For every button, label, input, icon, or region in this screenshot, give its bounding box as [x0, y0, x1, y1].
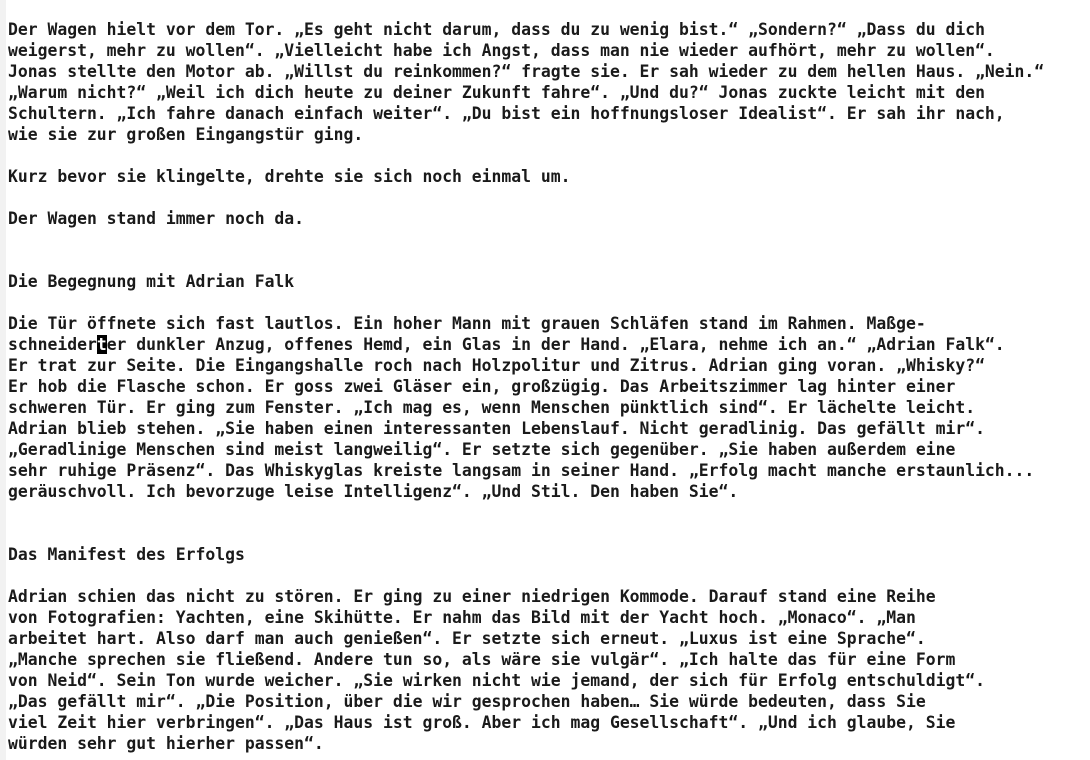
blank-line[interactable]: [8, 187, 1084, 208]
blank-line[interactable]: [8, 229, 1084, 250]
text-line[interactable]: Adrian schien das nicht zu stören. Er ging zu einer niedrigen Kommode. Darauf stand eine Reihe: [8, 587, 936, 606]
editor-text-area[interactable]: [8, 19, 1084, 754]
text-line[interactable]: schweren Tür. Er ging zum Fenster. „Ich mag es, wenn Menschen pünktlich sind“. Er lächelte leicht.: [8, 398, 976, 417]
text-line[interactable]: Der Wagen stand immer noch da.: [8, 209, 305, 228]
text-line[interactable]: „Warum nicht?“ „Weil ich dich heute zu deiner Zukunft fahre“. „Und du?“ Jonas zuckte leicht mit den: [8, 83, 985, 102]
text-line[interactable]: arbeitet hart. Also darf man auch genießen“. Er setzte sich erneut. „Luxus ist eine Sprache“.: [8, 629, 926, 648]
text-line[interactable]: geräuschvoll. Ich bevorzuge leise Intelligenz“. „Und Stil. Den haben Sie“.: [8, 482, 739, 501]
text-line[interactable]: wie sie zur großen Eingangstür ging.: [8, 125, 364, 144]
text-line[interactable]: von Fotografien: Yachten, eine Skihütte. Er nahm das Bild mit der Yacht hoch. „Monaco“. „Man: [8, 608, 916, 627]
text-cursor: t: [96, 335, 107, 354]
blank-line[interactable]: [8, 565, 1084, 586]
text-line[interactable]: weigerst, mehr zu wollen“. „Vielleicht habe ich Angst, dass man nie wieder aufhört, mehr zu wollen“.: [8, 41, 995, 60]
text-after-cursor: er dunkler Anzug, offenes Hemd, ein Glas in der Hand. „Elara, nehme ich an.“ „Adrian Falk“.: [106, 335, 1005, 354]
blank-line[interactable]: [8, 292, 1084, 313]
text-line[interactable]: Er hob die Flasche schon. Er goss zwei Gläser ein, großzügig. Das Arbeitszimmer lag hinter einer: [8, 377, 956, 396]
text-line[interactable]: Jonas stellte den Motor ab. „Willst du reinkommen?“ fragte sie. Er sah wieder zu dem hellen Haus. „Nein.“: [8, 62, 1045, 81]
text-line[interactable]: Er trat zur Seite. Die Eingangshalle roch nach Holzpolitur und Zitrus. Adrian ging voran. „Whisky?“: [8, 356, 985, 375]
text-line[interactable]: Das Manifest des Erfolgs: [8, 545, 245, 564]
blank-line[interactable]: [8, 250, 1084, 271]
text-line[interactable]: „Geradlinige Menschen sind meist langweilig“. Er setzte sich gegenüber. „Sie haben außerdem eine: [8, 440, 956, 459]
text-line[interactable]: Adrian blieb stehen. „Sie haben einen interessanten Lebenslauf. Nicht geradlinig. Das gefällt mir“.: [8, 419, 985, 438]
blank-line[interactable]: [8, 523, 1084, 544]
text-line[interactable]: Kurz bevor sie klingelte, drehte sie sich noch einmal um.: [8, 167, 571, 186]
text-line[interactable]: würden sehr gut hierher passen“.: [8, 734, 324, 753]
text-line[interactable]: viel Zeit hier verbringen“. „Das Haus ist groß. Aber ich mag Gesellschaft“. „Und ich glaube, Sie: [8, 713, 956, 732]
text-line[interactable]: Die Begegnung mit Adrian Falk: [8, 272, 295, 291]
text-line[interactable]: „Manche sprechen sie fließend. Andere tun so, als wäre sie vulgär“. „Ich halte das für eine Form: [8, 650, 956, 669]
text-before-cursor: schneider: [8, 335, 97, 354]
editor-gutter: [0, 0, 6, 760]
text-line[interactable]: „Das gefällt mir“. „Die Position, über die wir gesprochen haben… Sie würde bedeuten, dass Sie: [8, 692, 926, 711]
text-line[interactable]: Der Wagen hielt vor dem Tor. „Es geht nicht darum, dass du zu wenig bist.“ „Sondern?“ „Dass du dich: [8, 20, 985, 39]
blank-line[interactable]: [8, 502, 1084, 523]
text-line[interactable]: Die Tür öffnete sich fast lautlos. Ein hoher Mann mit grauen Schläfen stand im Rahmen. Maßge-: [8, 314, 926, 333]
text-line-with-cursor[interactable]: [8, 334, 1084, 355]
text-line[interactable]: von Neid“. Sein Ton wurde weicher. „Sie wirken nicht wie jemand, der sich für Erfolg entschuldigt“.: [8, 671, 985, 690]
text-line[interactable]: sehr ruhige Präsenz“. Das Whiskyglas kreiste langsam in seiner Hand. „Erfolg macht manche erstaunlich...: [8, 461, 1035, 480]
text-line[interactable]: Schultern. „Ich fahre danach einfach weiter“. „Du bist ein hoffnungsloser Idealist“. Er sah ihr nach,: [8, 104, 1005, 123]
blank-line[interactable]: [8, 145, 1084, 166]
